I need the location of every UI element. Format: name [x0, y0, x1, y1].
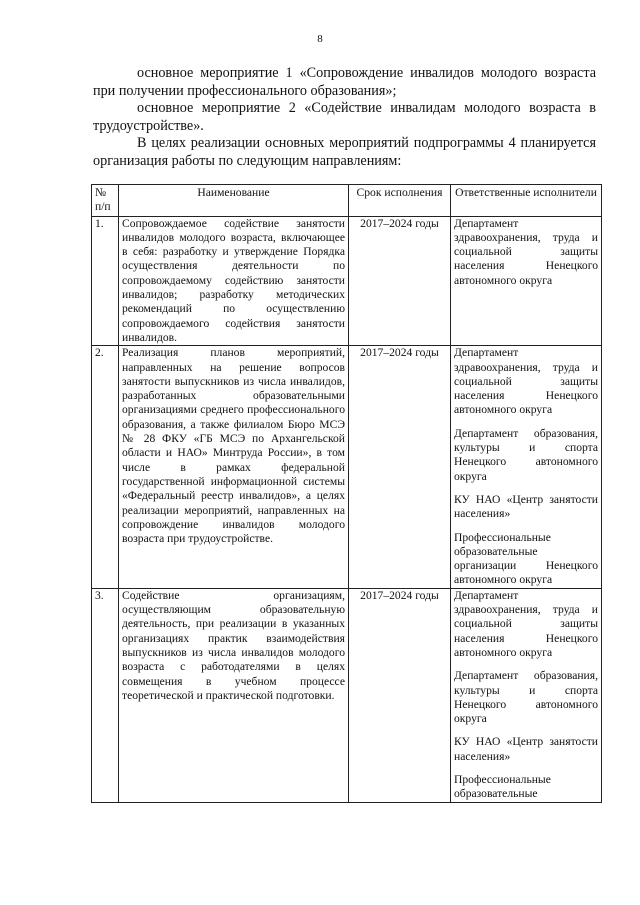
responsible-item: Профессиональные образовательные	[454, 772, 551, 801]
header-responsible: Ответственные исполнители	[451, 185, 602, 217]
table-row	[92, 346, 602, 588]
responsible-item: Департамент здравоохранения, труда и социальной защиты населения Ненецкого автономного округа	[454, 588, 598, 659]
row-term: 2017–2024 годы	[349, 346, 451, 588]
row-name: Сопровождаемое содействие занятости инвалидов молодого возраста, включающее в себя: разработку и утверждение Порядка осуществления деятельности по сопровождаемому содействию занятости инвалидов; разработку методических рекомендаций по осуществлению сопровождаемого содействия занятости инвалидов.	[119, 216, 349, 346]
responsible-item: Департамент образования, культуры и спорта Ненецкого автономного округа	[454, 426, 598, 483]
responsible-item: КУ НАО «Центр занятости населения»	[454, 735, 598, 763]
row-term: 2017–2024 годы	[349, 216, 451, 346]
responsible-item: Профессиональные образовательные организации Ненецкого автономного округа	[454, 530, 598, 587]
responsible-item: Департамент здравоохранения, труда и социальной защиты населения Ненецкого автономного округа	[454, 216, 598, 287]
table-row	[92, 216, 602, 346]
page-number: 8	[317, 33, 323, 45]
row-name: Реализация планов мероприятий, направленных на решение вопросов занятости выпускников из числа инвалидов, разработанных образовательными организациями среднего профессионального образования, а также филиалом Бюро МСЭ № 28 ФКУ «ГБ МСЭ по Архангельской области и НАО» Минтруда России», в том числе в рамках федеральной государственной информационной системы «Федеральный реестр инвалидов», а целях реализации мероприятий, направленных на сопровождение инвалидов молодого возраста при трудоустройстве.	[119, 346, 349, 588]
responsible-item: Департамент образования, культуры и спорта Ненецкого автономного округа	[454, 669, 598, 726]
header-number: № п/п	[92, 185, 119, 217]
row-name: Содействие организациям, осуществляющим образовательную деятельность, при реализации в указанных организациях практик взаимодействия выпускников из числа инвалидов молодого возраста с работодателями в целях совмещения в учебном процессе теоретической и практической подготовки.	[119, 588, 349, 802]
intro-text	[93, 65, 596, 170]
responsible-item: Департамент здравоохранения, труда и социальной защиты населения Ненецкого автономного округа	[454, 346, 598, 417]
row-number: 1.	[92, 216, 119, 346]
row-number: 2.	[92, 346, 119, 588]
intro-paragraph-2: основное мероприятие 2 «Содействие инвалидам молодого возраста в трудоустройстве».	[93, 100, 596, 134]
table-header-row	[92, 185, 602, 217]
row-responsible	[451, 216, 602, 346]
activities-table	[91, 184, 602, 803]
row-responsible	[451, 588, 602, 802]
header-name: Наименование	[119, 185, 349, 217]
intro-paragraph-3: В целях реализации основных мероприятий подпрограммы 4 планируется организация работы по следующим направлениям:	[93, 135, 596, 169]
header-term: Срок исполнения	[349, 185, 451, 217]
table-row	[92, 588, 602, 802]
row-number: 3.	[92, 588, 119, 802]
row-responsible	[451, 346, 602, 588]
intro-paragraph-1: основное мероприятие 1 «Сопровождение инвалидов молодого возраста при получении профессионального образования»;	[93, 65, 596, 99]
row-term: 2017–2024 годы	[349, 588, 451, 802]
responsible-item: КУ НАО «Центр занятости населения»	[454, 492, 598, 521]
